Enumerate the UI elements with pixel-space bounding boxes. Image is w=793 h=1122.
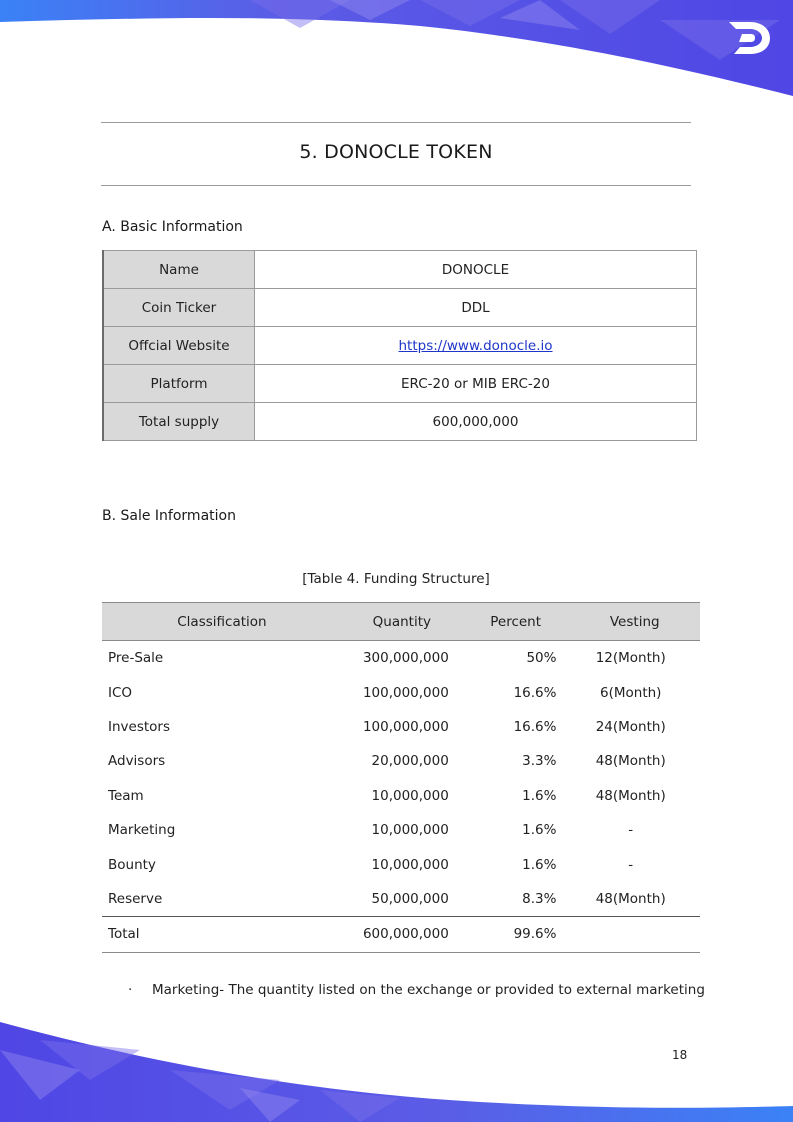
table-row	[102, 813, 700, 847]
percent-cell: 1.6%	[522, 787, 557, 804]
vesting-cell: -	[628, 822, 634, 839]
table-row	[102, 710, 700, 744]
note-text: Marketing- The quantity listed on the exchange or provided to external marketing	[152, 982, 705, 998]
percent-cell: 1.6%	[522, 856, 557, 873]
total-percent-cell: 99.6%	[462, 917, 570, 952]
basic-info-label: Offcial Website	[103, 327, 255, 365]
classification-cell: Investors	[108, 718, 171, 735]
table-row	[103, 403, 697, 441]
top-banner	[0, 0, 793, 100]
total-row	[102, 917, 700, 952]
basic-info-value	[255, 327, 697, 365]
classification-cell: Bounty	[108, 856, 156, 873]
title-rule-bottom	[101, 185, 691, 186]
table-caption: [Table 4. Funding Structure]	[302, 571, 490, 587]
quantity-cell: 10,000,000	[371, 856, 449, 873]
basic-info-value: DONOCLE	[255, 251, 697, 289]
marketing-note	[128, 982, 705, 998]
quantity-cell: 100,000,000	[362, 718, 449, 735]
vesting-cell: -	[628, 856, 634, 873]
percent-cell: 50%	[526, 650, 557, 667]
page-title: 5. DONOCLE TOKEN	[299, 141, 493, 163]
table-row	[103, 289, 697, 327]
classification-cell: Advisors	[108, 753, 166, 770]
vesting-cell: 48(Month)	[595, 787, 666, 804]
table-row	[102, 847, 700, 881]
basic-info-table	[102, 250, 697, 441]
quantity-cell: 50,000,000	[371, 890, 449, 907]
table-row	[102, 641, 700, 676]
table-row	[103, 251, 697, 289]
basic-info-value: DDL	[255, 289, 697, 327]
classification-cell: Reserve	[108, 890, 163, 907]
basic-info-heading: A. Basic Information	[102, 219, 243, 235]
donocle-d-logo-icon	[724, 16, 774, 60]
vesting-cell: 12(Month)	[595, 650, 666, 667]
basic-info-label: Coin Ticker	[103, 289, 255, 327]
title-rule-top	[101, 122, 691, 123]
classification-cell: ICO	[108, 684, 133, 701]
sale-info-heading: B. Sale Information	[102, 508, 236, 524]
page-number: 18	[672, 1048, 688, 1062]
bottom-banner	[0, 1010, 793, 1122]
bullet-icon: ·	[128, 982, 133, 998]
table-row	[102, 779, 700, 813]
quantity-cell: 300,000,000	[362, 650, 449, 667]
classification-cell: Team	[108, 787, 144, 804]
table-row	[102, 675, 700, 709]
column-header-quantity: Quantity	[342, 603, 462, 641]
classification-cell: Marketing	[108, 822, 176, 839]
total-quantity-cell: 600,000,000	[342, 917, 462, 952]
quantity-cell: 20,000,000	[371, 753, 449, 770]
column-header-percent: Percent	[462, 603, 570, 641]
basic-info-value: ERC-20 or MIB ERC-20	[255, 365, 697, 403]
basic-info-value: 600,000,000	[255, 403, 697, 441]
table-row	[103, 327, 697, 365]
basic-info-label: Name	[103, 251, 255, 289]
vesting-cell: 48(Month)	[595, 753, 666, 770]
basic-info-label: Total supply	[103, 403, 255, 441]
column-header-vesting: Vesting	[569, 603, 700, 641]
classification-cell: Pre-Sale	[108, 650, 164, 667]
total-label-cell: Total	[102, 917, 342, 952]
table-row	[102, 882, 700, 917]
percent-cell: 1.6%	[522, 822, 557, 839]
table-header-row	[102, 603, 700, 641]
percent-cell: 3.3%	[522, 753, 557, 770]
quantity-cell: 100,000,000	[362, 684, 449, 701]
vesting-cell: 24(Month)	[595, 718, 666, 735]
percent-cell: 16.6%	[513, 684, 557, 701]
percent-cell: 16.6%	[513, 718, 557, 735]
funding-structure-table	[102, 602, 700, 953]
percent-cell: 8.3%	[522, 890, 557, 907]
table-row	[103, 365, 697, 403]
basic-info-label: Platform	[103, 365, 255, 403]
table-row	[102, 744, 700, 778]
quantity-cell: 10,000,000	[371, 787, 449, 804]
website-link[interactable]: https://www.donocle.io	[398, 337, 553, 354]
vesting-cell: 6(Month)	[600, 684, 662, 701]
vesting-cell: 48(Month)	[595, 890, 666, 907]
column-header-classification: Classification	[102, 603, 342, 641]
total-vesting-cell	[569, 917, 700, 952]
quantity-cell: 10,000,000	[371, 822, 449, 839]
